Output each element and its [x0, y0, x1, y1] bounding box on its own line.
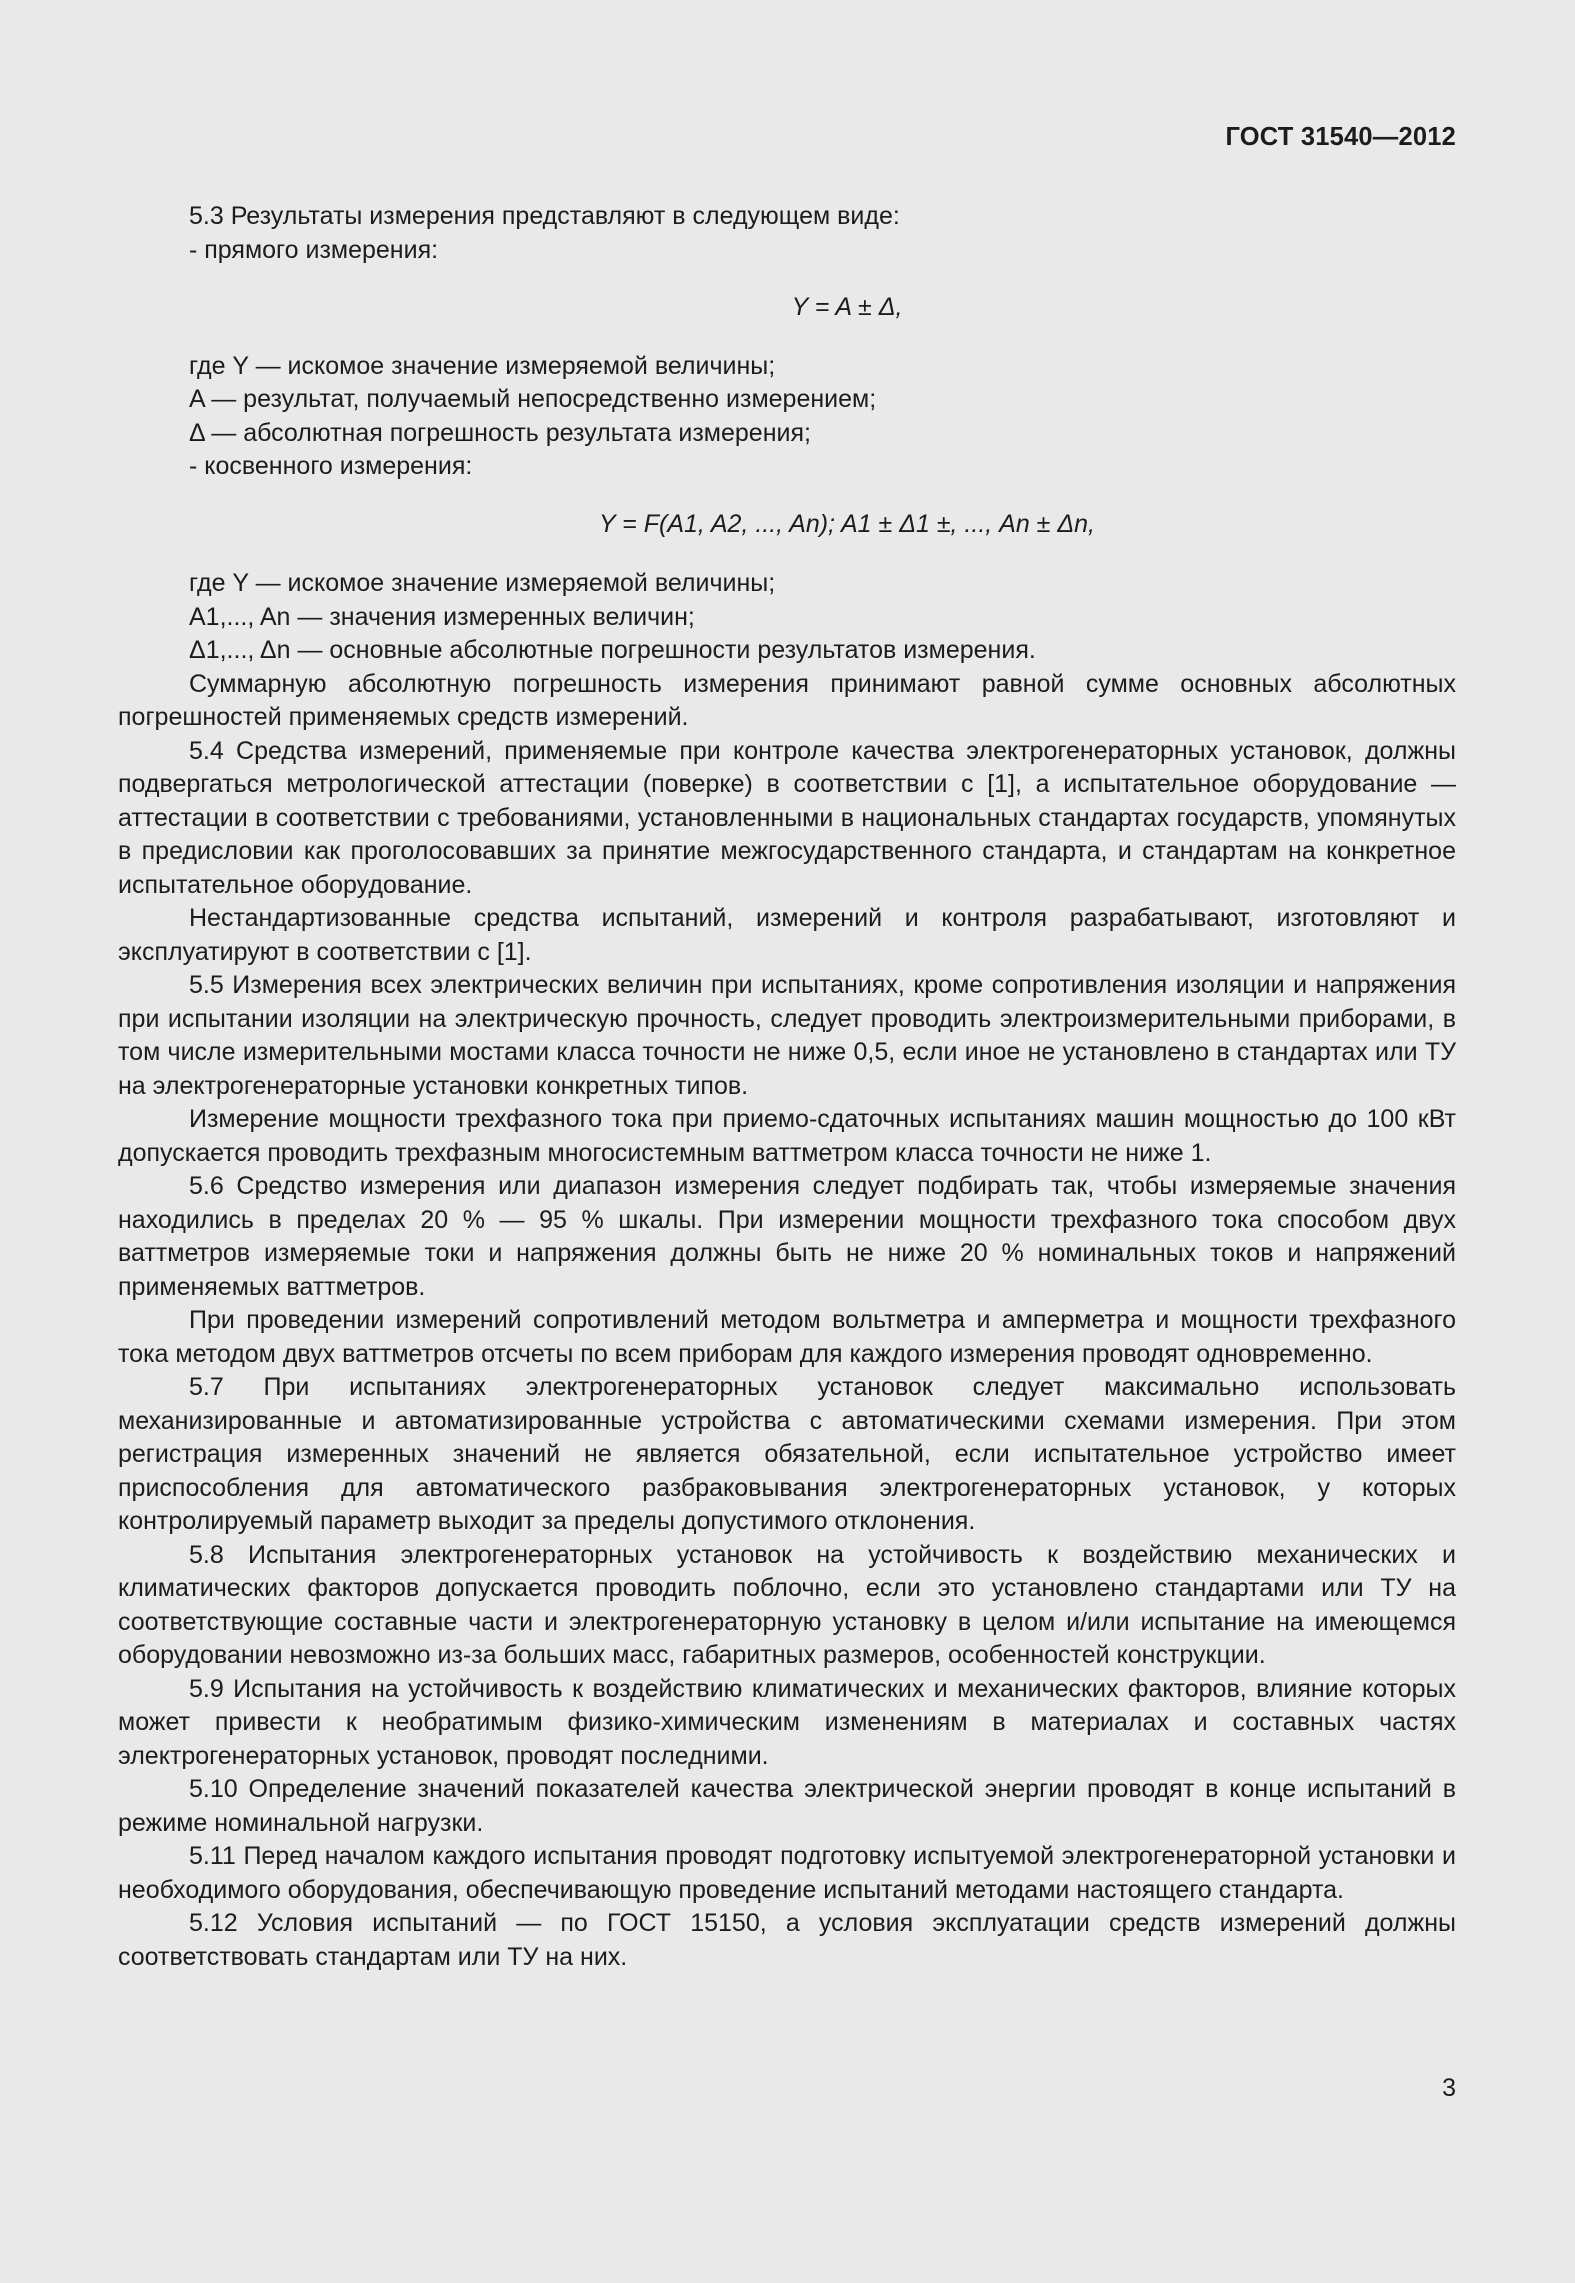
clause-5-9: 5.9 Испытания на устойчивость к воздействию климатических и механических факторов, влияние которых может привести к необратимым физико-химическим изменениям в материалах и составных частях электрогенераторных установок, проводят последними. — [118, 1674, 1456, 1770]
clause-5-6-simultaneous: При проведении измерений сопротивлений методом вольтметра и амперметра и мощности трехфазного тока методом двух ваттметров отсчеты по всем приборам для каждого измерения проводят одновременно. — [118, 1306, 1456, 1368]
clause-5-4: 5.4 Средства измерений, применяемые при контроле качества электрогенераторных установок, должны подвергаться метрологической аттестации (поверке) в соответствии с [1], а испытательное оборудование — аттестации в соответствии с требованиями, установленными в национальных стандартах государств, упомянутых в предисловии как проголосовавших за принятие межгосударственного стандарта, и стандартам на конкретное испытательное оборудование. — [118, 736, 1456, 899]
clause-5-7: 5.7 При испытаниях электрогенераторных установок следует максимально использовать механизированные и автоматизированные устройства с автоматическими схемами измерения. При этом регистрация измеренных значений не является обязательной, если испытательное устройство имеет приспособления для автоматического разбраковывания электрогенераторных установок, у которых контролируемый параметр выходит за пределы допустимого отклонения. — [118, 1373, 1456, 1535]
clause-5-6: 5.6 Средство измерения или диапазон измерения следует подбирать так, чтобы измеряемые значения находились в пределах 20 % — 95 % шкалы. При измерении мощности трехфазного тока способом двух ваттметров измеряемые токи и напряжения должны быть не ниже 20 % номинальных токов и напряжений применяемых ваттметров. — [118, 1172, 1456, 1301]
clause-5-10: 5.10 Определение значений показателей качества электрической энергии проводят в конце испытаний в режиме номинальной нагрузки. — [118, 1775, 1456, 1837]
clause-5-12: 5.12 Условия испытаний — по ГОСТ 15150, а условия эксплуатации средств измерений должны соответствовать стандартам или ТУ на них. — [118, 1909, 1456, 1971]
formula-indirect: Y = F(A1, A2, ..., An); A1 ± Δ1 ±, ..., An ± Δn, — [599, 509, 1095, 538]
clause-5-5-power: Измерение мощности трехфазного тока при приемо-сдаточных испытаниях машин мощностью до 100 кВт допускается проводить трехфазным многосистемным ваттметром класса точности не ниже 1. — [118, 1105, 1456, 1167]
document-id-header: ГОСТ 31540—2012 — [1225, 123, 1456, 151]
paragraph-total-error: Суммарную абсолютную погрешность измерения принимают равной сумме основных абсолютных погрешностей применяемых средств измерений. — [118, 669, 1456, 731]
direct-measurement-label: - прямого измерения: — [189, 235, 439, 264]
formula-direct: Y = A ± Δ, — [791, 293, 903, 321]
definition-a-values: A1,..., An — значения измеренных величин; — [189, 602, 695, 631]
indirect-measurement-label: - косвенного измерения: — [189, 452, 473, 480]
page-number: 3 — [1442, 2074, 1456, 2102]
clause-5-11: 5.11 Перед началом каждого испытания проводят подготовку испытуемой электрогенераторной установки и необходимого оборудования, обеспечивающую проведение испытаний методами настоящего стандарта. — [118, 1842, 1456, 1904]
definition-a: A — результат, получаемый непосредственно измерением; — [189, 385, 877, 413]
definition-delta: Δ — абсолютная погрешность результата измерения; — [189, 418, 811, 447]
clause-5-3-intro: 5.3 Результаты измерения представляют в следующем виде: — [189, 202, 900, 230]
definition-y-indirect: где Y — искомое значение измеряемой величины; — [189, 569, 776, 597]
definition-delta-values: Δ1,..., Δn — основные абсолютные погрешности результатов измерения. — [189, 636, 1036, 664]
clause-5-4-nonstandard: Нестандартизованные средства испытаний, измерений и контроля разрабатывают, изготовляют и эксплуатируют в соответствии с [1]. — [118, 904, 1456, 966]
definition-y: где Y — искомое значение измеряемой величины; — [189, 351, 776, 380]
clause-5-8: 5.8 Испытания электрогенераторных установок на устойчивость к воздействию механических и климатических факторов допускается проводить поблочно, если это установлено стандартами или ТУ на соответствующие составные части и электрогенераторную установку в целом и/или испытание на имеющемся оборудовании невозможно из-за больших масс, габаритных размеров, особенностей конструкции. — [118, 1540, 1456, 1669]
clause-5-5: 5.5 Измерения всех электрических величин при испытаниях, кроме сопротивления изоляции и напряжения при испытании изоляции на электрическую прочность, следует проводить электроизмерительными приборами, в том числе измерительными мостами класса точности не ниже 0,5, если иное не установлено в стандартах или ТУ на электрогенераторные установки конкретных типов. — [118, 971, 1456, 1100]
document-body — [118, 200, 1456, 1974]
